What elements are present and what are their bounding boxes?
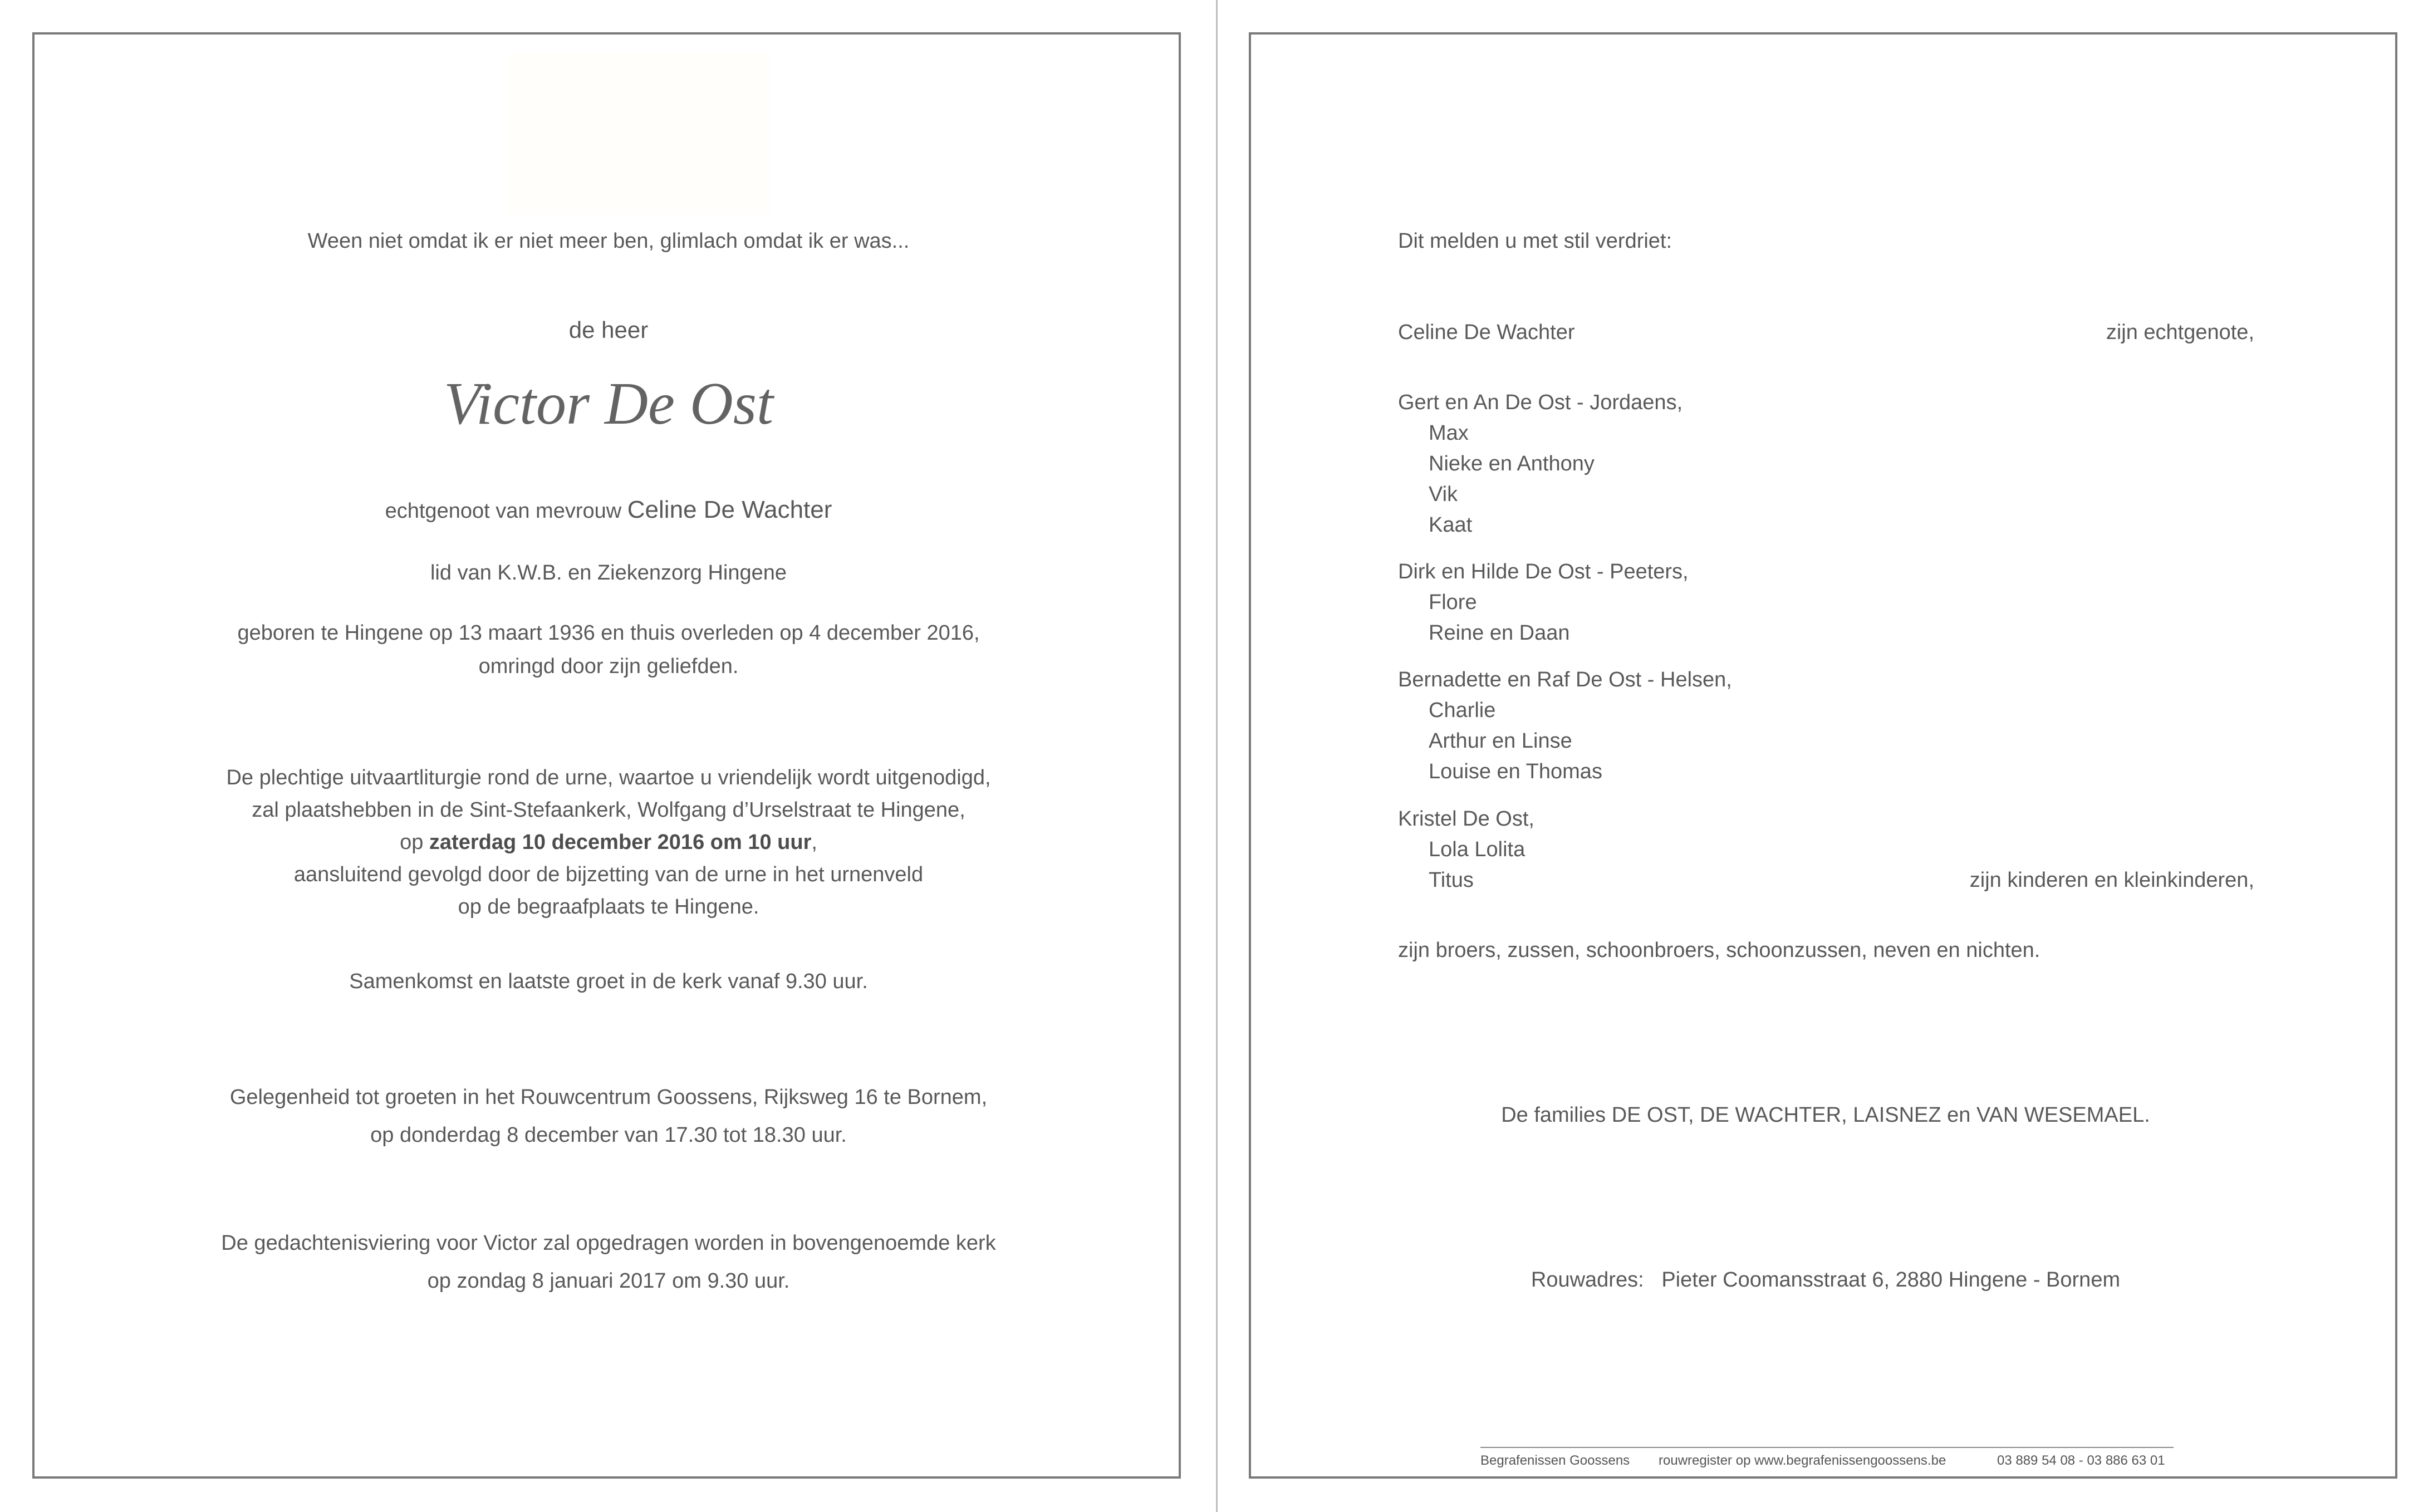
spouse-name: Celine De Wachter [627, 496, 832, 523]
family-head-2: Dirk en Hilde De Ost - Peeters, [1398, 560, 1689, 583]
spouse-prefix: echtgenoot van mevrouw [385, 499, 622, 523]
memorial-line-2: op zondag 8 januari 2017 om 9.30 uur. [427, 1269, 790, 1293]
birth-death-line-2: omringd door zijn geliefden. [478, 655, 739, 678]
funeral-date: zaterdag 10 december 2016 om 10 uur [429, 831, 812, 854]
intro: Dit melden u met stil verdriet: [1398, 229, 1672, 253]
spouse-role: zijn echtgenote, [2106, 321, 2254, 344]
left-page [32, 32, 1181, 1479]
funeral-line-2: zal plaatshebben in de Sint-Stefaankerk, Wolfgang d’Urselstraat te Hingene, [252, 798, 965, 822]
family-member: Lola Lolita [1429, 838, 1525, 861]
address-label: Rouwadres: [1531, 1268, 1644, 1292]
funeral-line-3 [400, 832, 817, 853]
family-member: Nieke en Anthony [1429, 452, 1595, 475]
siblings: zijn broers, zussen, schoonbroers, schoonzussen, neven en nichten. [1398, 939, 2040, 962]
family-member: Max [1429, 421, 1469, 445]
funeral-line-5: op de begraafplaats te Hingene. [458, 895, 759, 919]
membership: lid van K.W.B. en Ziekenzorg Hingene [430, 561, 787, 585]
family-member: Titus [1429, 868, 1474, 892]
family-head-1: Gert en An De Ost - Jordaens, [1398, 391, 1683, 414]
footer-rule [1480, 1447, 2174, 1448]
family-member: Flore [1429, 591, 1477, 614]
visitation-line-2: op donderdag 8 december van 17.30 tot 18.30 uur. [370, 1123, 847, 1147]
page-divider [1216, 0, 1218, 1512]
children-role: zijn kinderen en kleinkinderen, [1969, 868, 2254, 892]
family-member: Charlie [1429, 699, 1496, 722]
gathering: Samenkomst en laatste groet in de kerk vanaf 9.30 uur. [349, 970, 868, 993]
spouse-entry: Celine De Wachter [1398, 321, 1575, 344]
funeral-line-3-post: , [811, 831, 817, 854]
quote: Ween niet omdat ik er niet meer ben, glimlach omdat ik er was... [307, 229, 910, 253]
right-page [1249, 32, 2397, 1479]
footer-company: Begrafenissen Goossens [1480, 1453, 1630, 1468]
salutation: de heer [568, 317, 649, 343]
spouse-line [385, 498, 832, 522]
family-head-4: Kristel De Ost, [1398, 807, 1534, 831]
family-head-3: Bernadette en Raf De Ost - Helsen, [1398, 668, 1732, 691]
visitation-line-1: Gelegenheid tot groeten in het Rouwcentrum Goossens, Rijksweg 16 te Bornem, [229, 1086, 988, 1109]
family-member: Reine en Daan [1429, 621, 1570, 645]
family-member: Arthur en Linse [1429, 729, 1572, 753]
address: Pieter Coomansstraat 6, 2880 Hingene - Bornem [1661, 1268, 2121, 1292]
family-member: Kaat [1429, 513, 1473, 537]
family-member: Vik [1429, 483, 1458, 506]
photo-area [509, 53, 771, 215]
birth-death-line-1: geboren te Hingene op 13 maart 1936 en thuis overleden op 4 december 2016, [237, 621, 980, 645]
family-member: Louise en Thomas [1429, 760, 1602, 783]
address-line [1531, 1269, 2120, 1290]
footer-register: rouwregister op www.begrafenissengoossens.be [1659, 1453, 1946, 1468]
footer-phone: 03 889 54 08 - 03 886 63 01 [1997, 1453, 2165, 1468]
funeral-line-4: aansluitend gevolgd door de bijzetting van de urne in het urnenveld [293, 863, 924, 886]
funeral-line-3-pre: op [400, 831, 424, 854]
families-line: De families DE OST, DE WACHTER, LAISNEZ en VAN WESEMAEL. [1501, 1103, 2150, 1127]
funeral-line-1: De plechtige uitvaartliturgie rond de urne, waartoe u vriendelijk wordt uitgenodigd, [226, 766, 991, 789]
memorial-line-1: De gedachtenisviering voor Victor zal opgedragen worden in bovengenoemde kerk [221, 1231, 996, 1255]
deceased-name: Victor De Ost [444, 371, 773, 437]
